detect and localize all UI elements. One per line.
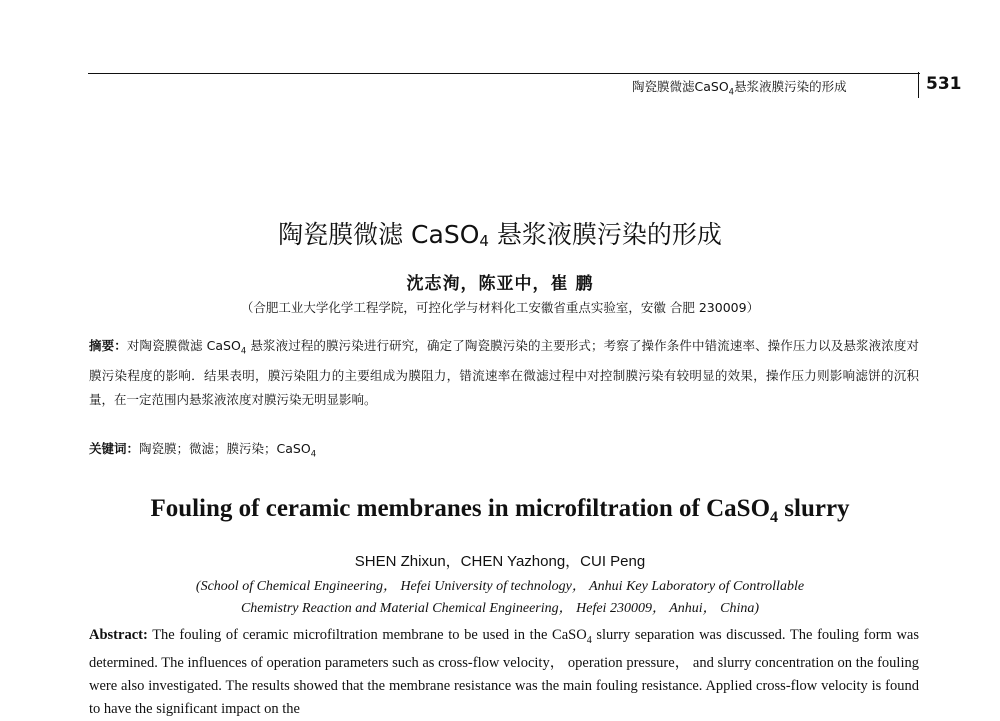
abstract-english: Abstract: The fouling of ceramic microfiltration membrane to be used in the CaSO$_4$ slurry separation was discussed. The fouling form was determined. The influences of operation parameters such as cross-flow velocity， operation pressure， and slurry concentration on the fouling were also investigated. The results showed that the membrane resistance was the main fouling resistance. Applied cross-flow velocity is found to have the significant impact on the <box>89 627 919 717</box>
authors-english: SHEN Zhixun，CHEN Yazhong，CUI Peng <box>354 553 646 570</box>
affiliation-chinese: （合肥工业大学化学工程学院，可控化学与材料化工安徽省重点实验室，安徽 合肥 230009） <box>240 300 760 315</box>
page-number: 531 <box>926 74 962 94</box>
abstract-english-label: Abstract: <box>89 627 148 643</box>
header-separator <box>918 72 919 98</box>
keywords-chinese: 关键词：陶瓷膜；微滤；膜污染；CaSO$_4$ <box>89 441 317 460</box>
title-english: Fouling of ceramic membranes in microfiltration of CaSO$_4$ slurry <box>150 495 850 526</box>
abstract-chinese-label: 摘要： <box>89 338 127 353</box>
running-title: 陶瓷膜微滤CaSO$_4$悬浆液膜污染的形成 <box>632 79 847 98</box>
title-chinese: 陶瓷膜微滤 CaSO$_4$ 悬浆液膜污染的形成 <box>278 220 722 250</box>
authors-chinese: 沈志洵，陈亚中，崔 鹏 <box>406 274 594 294</box>
header-rule <box>88 73 920 74</box>
keywords-chinese-label: 关键词： <box>89 441 140 456</box>
abstract-chinese: 摘要：对陶瓷膜微滤 CaSO$_4$ 悬浆液过程的膜污染进行研究，确定了陶瓷膜污染的主要形式；考察了操作条件中错流速率、操作压力以及悬浆液浓度对膜污染程度的影响．结果表明，膜污染阻力的主要组成为膜阻力，错流速率在微滤过程中对控制膜污染有较明显的效果，操作压力则影响滤饼的沉积量，在一定范围内悬浆液浓度对膜污染无明显影响。 <box>89 338 919 407</box>
affiliation-english: (School of Chemical Engineering， Hefei University of technology， Anhui Key Laboratory of Controllable Chemistry Reaction and Material Chemical Engineering， Hefei 230009， Anhui， China) <box>195 579 805 616</box>
